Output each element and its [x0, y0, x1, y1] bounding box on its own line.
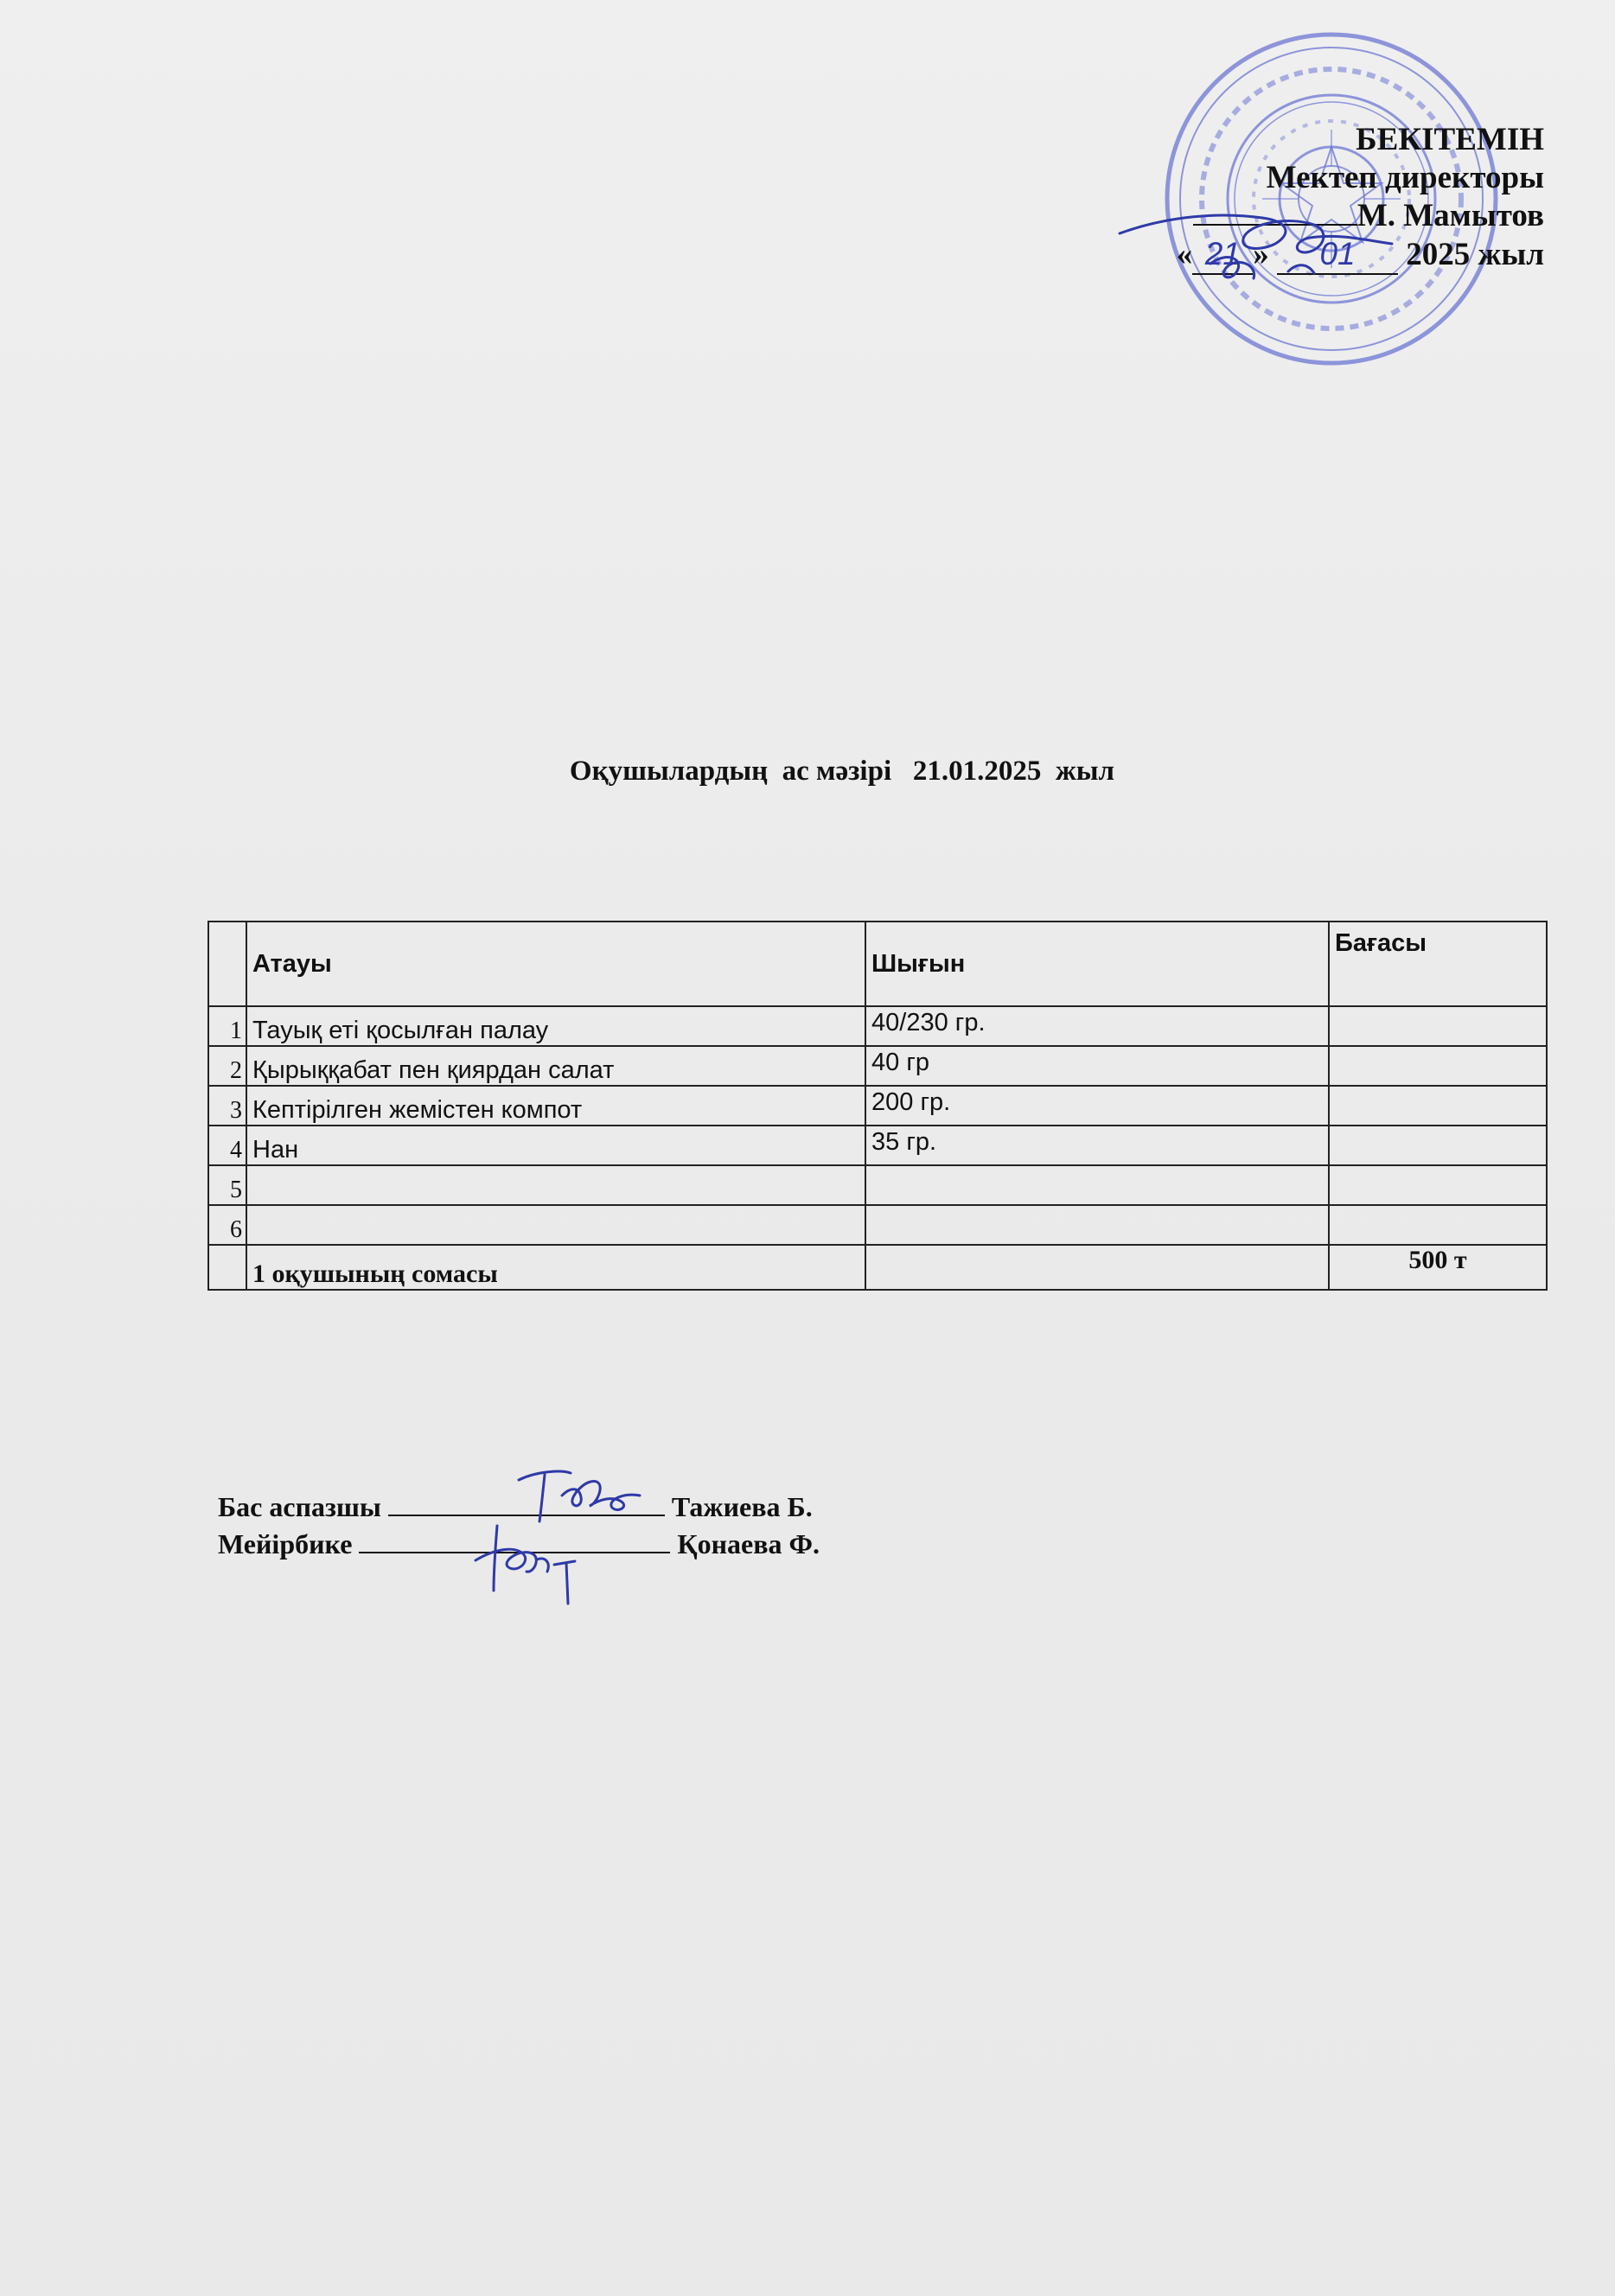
row-price — [1329, 1165, 1547, 1205]
table-row — [208, 1165, 1547, 1205]
row-number: 6 — [208, 1205, 246, 1245]
page-title: Оқушылардың ас мәзірі 21.01.2025 жыл — [569, 756, 1115, 787]
total-amount — [865, 1245, 1329, 1290]
row-amount: 40/230 гр. — [865, 1006, 1329, 1046]
row-price — [1329, 1086, 1547, 1126]
table-header-row — [208, 922, 1547, 1006]
row-name — [246, 1165, 865, 1205]
date-day: 21 — [1192, 235, 1253, 275]
approval-heading: БЕКІТЕМІН — [1356, 122, 1544, 157]
total-number — [208, 1245, 246, 1290]
date-open-quote: « — [1176, 237, 1193, 272]
row-number: 3 — [208, 1086, 246, 1126]
total-price: 500 т — [1329, 1245, 1547, 1290]
row-name: Кептірілген жемістен компот — [246, 1086, 865, 1126]
row-name: Қырыққабат пен қиярдан салат — [246, 1046, 865, 1086]
row-name: Тауық еті қосылған палау — [246, 1006, 865, 1046]
row-price — [1329, 1006, 1547, 1046]
chef-name: Тажиева Б. — [671, 1491, 813, 1522]
table-row — [208, 1205, 1547, 1245]
nurse-signature-icon — [471, 1521, 584, 1608]
date-year: 2025 жыл — [1406, 237, 1544, 272]
header-number — [208, 922, 246, 1006]
menu-table — [207, 921, 1548, 1291]
row-number: 2 — [208, 1046, 246, 1086]
row-amount — [865, 1205, 1329, 1245]
table-total-row — [208, 1245, 1547, 1290]
chef-role: Бас аспазшы — [218, 1491, 381, 1522]
table-row — [208, 1086, 1547, 1126]
table-row — [208, 1046, 1547, 1086]
chef-signature-icon — [510, 1461, 648, 1530]
row-name — [246, 1205, 865, 1245]
header-name: Атауы — [246, 922, 865, 1006]
date-close-quote: » — [1253, 237, 1269, 272]
row-amount: 40 гр — [865, 1046, 1329, 1086]
total-label: 1 оқушының сомасы — [246, 1245, 865, 1290]
approval-position: Мектеп директоры — [1266, 160, 1544, 195]
row-price — [1329, 1205, 1547, 1245]
row-amount — [865, 1165, 1329, 1205]
row-number: 5 — [208, 1165, 246, 1205]
approval-name: М. Мамытов — [1356, 198, 1544, 233]
row-name: Нан — [246, 1126, 865, 1165]
nurse-name: Қонаева Ф. — [677, 1528, 820, 1559]
row-price — [1329, 1046, 1547, 1086]
header-price: Бағасы — [1329, 922, 1547, 1006]
row-number: 4 — [208, 1126, 246, 1165]
table-row — [208, 1006, 1547, 1046]
table-row — [208, 1126, 1547, 1165]
row-amount: 35 гр. — [865, 1126, 1329, 1165]
date-month: 01 — [1277, 235, 1398, 275]
director-signature-icon — [1115, 199, 1401, 294]
header-amount: Шығын — [865, 922, 1329, 1006]
row-amount: 200 гр. — [865, 1086, 1329, 1126]
nurse-role: Мейірбике — [218, 1528, 353, 1559]
row-price — [1329, 1126, 1547, 1165]
row-number: 1 — [208, 1006, 246, 1046]
